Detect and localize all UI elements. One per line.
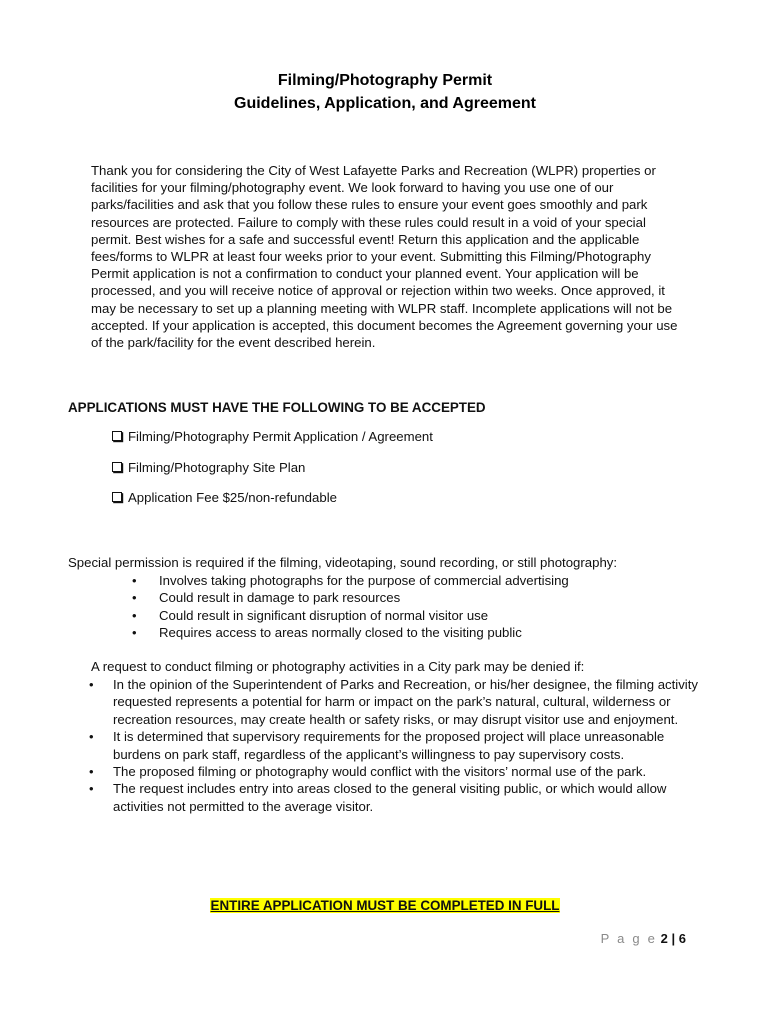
requirement-text: Filming/Photography Permit Application / Agreement [128, 429, 433, 444]
list-item-text: Could result in significant disruption of normal visitor use [159, 607, 489, 623]
bullet-icon: • [132, 607, 137, 623]
checkbox-icon [112, 431, 122, 441]
total-pages: 6 [678, 931, 686, 946]
denial-list [89, 676, 701, 815]
list-item-text: Requires access to areas normally closed to the visiting public [159, 625, 522, 641]
bullet-icon: • [132, 625, 137, 641]
bullet-icon: • [89, 677, 94, 692]
checkbox-icon [112, 462, 122, 472]
checkbox-icon [112, 492, 122, 502]
bullet-icon: • [89, 764, 94, 780]
list-item [132, 589, 569, 606]
requirement-item [112, 428, 433, 459]
requirement-text: Filming/Photography Site Plan [128, 459, 306, 475]
page-label: P a g e [600, 931, 658, 946]
list-item-text: Involves taking photographs for the purpose of commercial advertising [159, 573, 569, 588]
denial-intro: A request to conduct filming or photography activities in a City park may be denied if: [91, 659, 585, 674]
bullet-icon: • [132, 573, 137, 588]
requirement-text: Application Fee $25/non-refundable [128, 490, 337, 505]
document-title: Filming/Photography Permit [277, 72, 493, 89]
requirement-item [112, 489, 433, 520]
list-item-text: The proposed filming or photography would conflict with the visitors’ normal use of the park. [113, 764, 647, 780]
document-subtitle: Guidelines, Application, and Agreement [234, 95, 536, 112]
list-item [89, 728, 701, 763]
special-permission-intro: Special permission is required if the filming, videotaping, sound recording, or still photography: [68, 555, 618, 570]
list-item [89, 763, 701, 780]
list-item [132, 624, 569, 641]
list-item [89, 676, 701, 728]
list-item [89, 780, 701, 815]
bullet-icon: • [132, 590, 137, 606]
list-item-text: In the opinion of the Superintendent of Parks and Recreation, or his/her designee, the filming activity requested represents a potential for harm or impact on the park’s natural, cultural, wilderness or recreation resources, may create health or safety risks, or may disrupt visitor use and enjoyment. [113, 677, 698, 727]
requirements-checklist [112, 428, 433, 520]
page-separator: | [671, 931, 676, 946]
list-item-text: Could result in damage to park resources [159, 590, 401, 606]
special-permission-list [132, 572, 569, 642]
page-number [601, 930, 686, 948]
list-item-text: It is determined that supervisory requirements for the proposed project will place unreasonable burdens on park staff, regardless of the applicant’s willingness to pay supervisory costs. [113, 729, 665, 762]
list-item [132, 572, 569, 589]
completion-notice [0, 897, 770, 915]
bullet-icon: • [89, 781, 94, 797]
bullet-icon: • [89, 729, 94, 745]
list-item-text: The request includes entry into areas closed to the general visiting public, or which would allow activities not permitted to the average visitor. [113, 781, 667, 814]
completion-notice-text: ENTIRE APPLICATION MUST BE COMPLETED IN FULL [210, 898, 560, 913]
requirements-heading: APPLICATIONS MUST HAVE THE FOLLOWING TO BE ACCEPTED [68, 400, 486, 415]
current-page: 2 [660, 931, 668, 946]
list-item [132, 607, 569, 624]
intro-paragraph: Thank you for considering the City of West Lafayette Parks and Recreation (WLPR) properties or facilities for your filming/photography event. We look forward to having you use one of our parks/facilities and ask that you follow these rules to ensure your event goes smoothly and park resources are protected. Failure to comply with these rules could result in a void of your special permit. Best wishes for a safe and successful event! Return this application and the applicable fees/forms to WLPR at least four weeks prior to your event. Submitting this Filming/Photography Permit application is not a confirmation to conduct your planned event. Your application will be processed, and you will receive notice of approval or rejection within two weeks. Once approved, it may be necessary to set up a planning meeting with WLPR staff. Incomplete applications will not be accepted. If your application is accepted, this document becomes the Agreement governing your use of the park/facility for the event described herein. [91, 163, 678, 351]
requirement-item [112, 459, 433, 490]
